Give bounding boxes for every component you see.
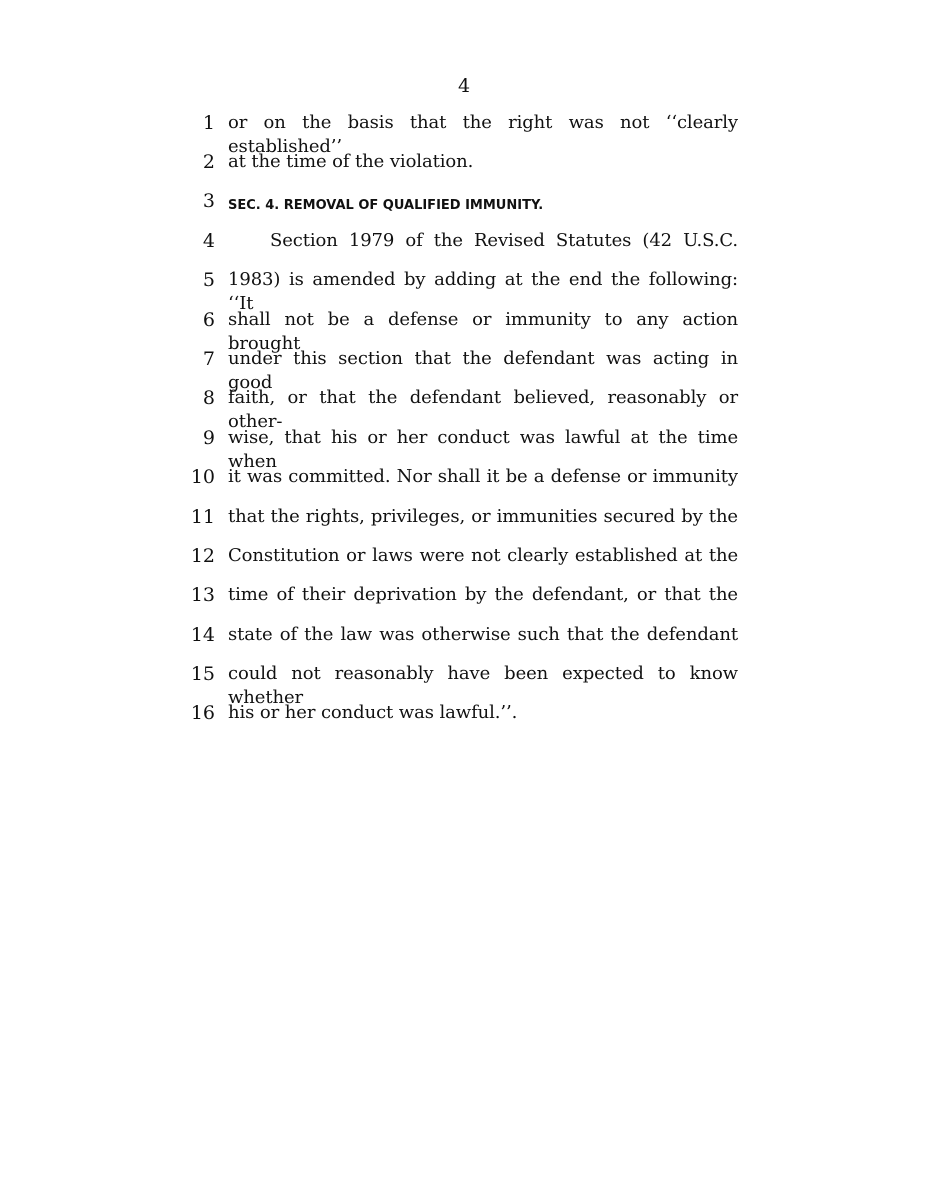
text-line: [0, 583, 928, 622]
line-number: 6: [202, 309, 215, 331]
section-heading-line: [0, 189, 928, 228]
line-number: 13: [190, 584, 215, 606]
line-text: or on the basis that the right was not ‘‘clearly established’’: [228, 112, 738, 157]
text-line: [0, 111, 928, 157]
line-text: Constitution or laws were not clearly established at the: [228, 545, 738, 566]
line-text: could not reasonably have been expected to know whether: [228, 663, 738, 708]
line-number: 11: [190, 506, 215, 528]
text-line: [0, 426, 928, 472]
line-number: 9: [202, 427, 215, 449]
line-text: Section 1979 of the Revised Statutes (42 U.S.C.: [270, 230, 738, 251]
text-line: [0, 701, 928, 740]
line-number: 8: [202, 387, 215, 409]
line-text: his or her conduct was lawful.’’.: [228, 702, 518, 723]
text-line: [0, 268, 928, 314]
text-line: [0, 229, 928, 268]
line-number: 2: [202, 151, 215, 173]
text-line: [0, 465, 928, 504]
line-number: 12: [190, 545, 215, 567]
line-number: 16: [190, 702, 215, 724]
text-line: [0, 505, 928, 544]
line-text: under this section that the defendant was acting in good: [228, 348, 738, 393]
section-heading: SEC. 4. REMOVAL OF QUALIFIED IMMUNITY.: [228, 198, 544, 213]
line-text: it was committed. Nor shall it be a defense or immunity: [228, 466, 738, 487]
line-text: state of the law was otherwise such that the defendant: [228, 624, 738, 645]
text-line: [0, 662, 928, 708]
text-line: [0, 623, 928, 662]
line-text: that the rights, privileges, or immunities secured by the: [228, 506, 738, 527]
text-line: [0, 150, 928, 189]
line-number: 10: [190, 466, 215, 488]
line-text: shall not be a defense or immunity to any action brought: [228, 309, 738, 354]
line-number: 5: [202, 269, 215, 291]
line-text: faith, or that the defendant believed, reasonably or other-: [228, 387, 738, 432]
line-number: 4: [202, 230, 215, 252]
line-number: 3: [202, 190, 215, 212]
line-number: 15: [190, 663, 215, 685]
text-line: [0, 347, 928, 393]
line-number: 1: [202, 112, 215, 134]
line-number: 14: [190, 624, 215, 646]
line-text: wise, that his or her conduct was lawful at the time when: [228, 427, 738, 472]
line-text: at the time of the violation.: [228, 151, 474, 172]
text-line: [0, 544, 928, 583]
text-line: [0, 386, 928, 432]
line-text: time of their deprivation by the defendant, or that the: [228, 584, 738, 605]
page-number: 4: [457, 75, 471, 97]
text-line: [0, 308, 928, 354]
line-number: 7: [202, 348, 215, 370]
line-text: 1983) is amended by adding at the end the following: ‘‘It: [228, 269, 738, 314]
